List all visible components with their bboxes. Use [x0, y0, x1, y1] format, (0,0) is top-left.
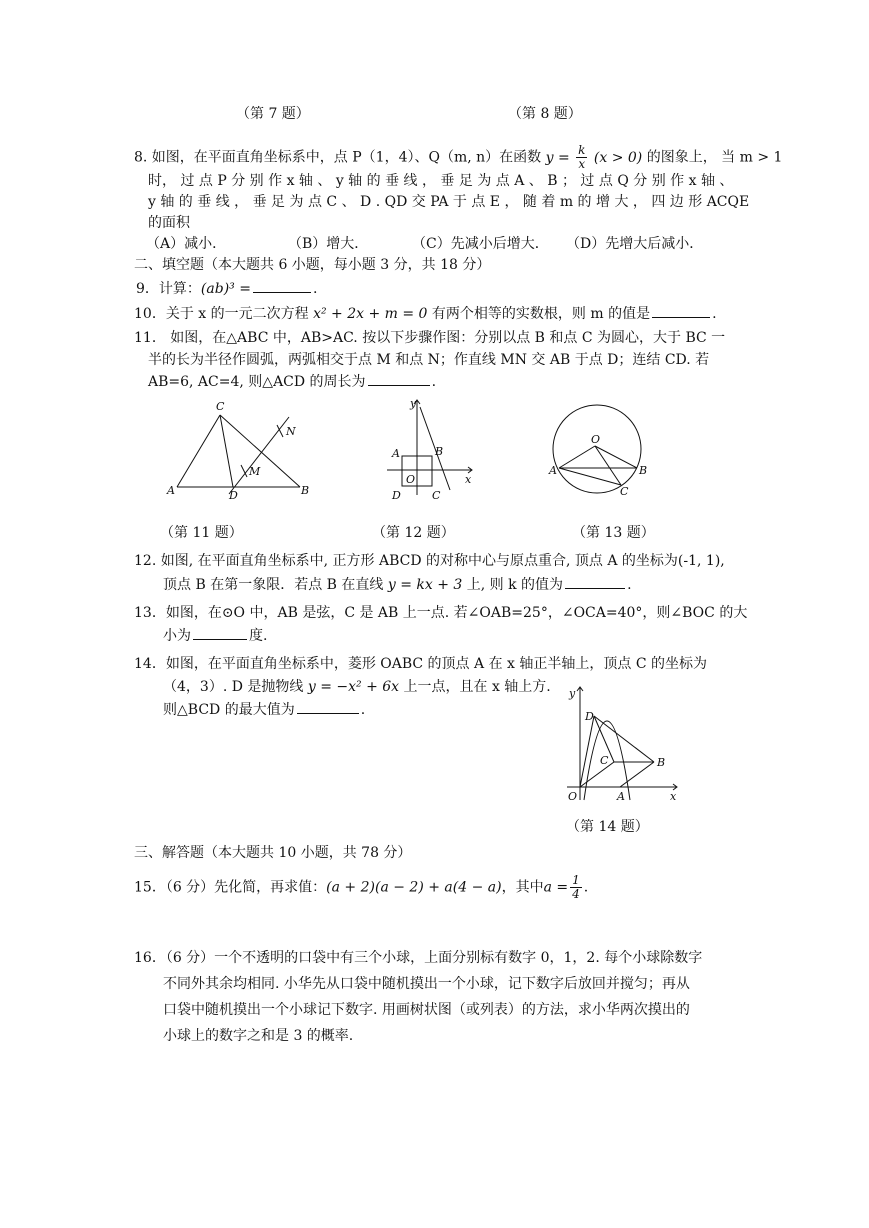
fig14-label-a: A — [617, 790, 625, 803]
q8-func-suffix: (x > 0) — [593, 149, 643, 166]
q8-line1-text-a: 8. 如图，在平面直角坐标系中，点 P（1，4）、Q（m, n）在函数 — [134, 149, 542, 166]
caption-q14: （第 14 题） — [566, 819, 649, 835]
q11-line3-text: AB=6, AC=4, 则△ACD 的周长为 — [148, 374, 366, 390]
q11-line2: 半的长为半径作圆弧，两弧相交于点 M 和点 N；作直线 MN 交 AB 于点 D；连结 CD. 若 — [148, 352, 710, 368]
q8-option-d: （D）先增大后减小． — [566, 236, 704, 252]
q8-frac-num: k — [578, 143, 586, 157]
q15-expression: (a + 2)(a − 2) + a(4 − a) — [326, 879, 502, 896]
q14-line2-text-b: 上一点，且在 x 轴上方. — [403, 679, 551, 695]
fig12-label-y: y — [410, 397, 417, 410]
caption-q7: （第 7 题） — [236, 106, 310, 122]
q15-frac-den: 4 — [572, 887, 580, 901]
fig13-label-b: B — [639, 464, 648, 477]
fig11-label-a: A — [167, 484, 175, 497]
caption-q8: （第 8 题） — [508, 106, 582, 122]
fig11-label-b: B — [301, 484, 310, 497]
q10 — [134, 304, 717, 324]
section-2-heading: 二、填空题（本大题共 6 小题，每小题 3 分，共 18 分） — [134, 257, 491, 273]
fig14-label-y: y — [569, 687, 576, 700]
q9-prefix: 9．计算： — [136, 281, 201, 297]
q8-fraction — [576, 144, 587, 171]
q12-suffix: . — [627, 577, 632, 593]
fig14-label-c: C — [600, 754, 609, 767]
q16-line4: 小球上的数字之和是 3 的概率. — [163, 1028, 354, 1044]
q13-line2-text-b: 度. — [249, 628, 268, 644]
q12-line2 — [163, 575, 632, 595]
fig12-label-a: A — [392, 447, 400, 460]
q8-function — [545, 143, 647, 171]
q9-expr: (ab)³ = — [200, 281, 251, 297]
q8-line1-text-b: 的图象上， 当 m > 1 — [646, 149, 783, 166]
fig12-label-d: D — [392, 489, 401, 502]
fig11-label-c: C — [216, 400, 225, 413]
q8-line1 — [134, 144, 782, 171]
fig13-label-a: A — [549, 464, 557, 477]
section-3-heading: 三、解答题（本大题共 10 小题，共 78 分） — [134, 845, 412, 861]
q14-line3-text: 则△BCD 的最大值为 — [163, 702, 295, 718]
q12-equation: y = kx + 3 — [387, 577, 463, 593]
q14-equation: y = −x² + 6x — [307, 679, 400, 695]
q12-answer-blank[interactable] — [565, 575, 625, 589]
q12-line1: 12. 如图, 在平面直角坐标系中, 正方形 ABCD 的对称中心与原点重合, 顶点 A 的坐标为(-1, 1), — [134, 553, 725, 569]
q8-frac-den: x — [578, 157, 586, 171]
q10-answer-blank[interactable] — [652, 304, 710, 318]
q15-var: a = — [543, 879, 569, 896]
q11-answer-blank[interactable] — [368, 372, 430, 386]
fig14-label-d: D — [585, 710, 594, 723]
fig11-label-d: D — [229, 489, 238, 502]
q13-answer-blank[interactable] — [193, 626, 247, 640]
fig12-label-b: B — [435, 445, 444, 458]
figure-q11 — [165, 395, 310, 505]
q15 — [134, 874, 588, 901]
q15-prefix: 15．（6 分）先化简，再求值： — [134, 879, 327, 896]
fig13-label-c: C — [620, 485, 629, 498]
q14-line1: 14．如图，在平面直角坐标系中，菱形 OABC 的顶点 A 在 x 轴正半轴上，顶点 C 的坐标为 — [134, 656, 707, 672]
q12-line2-text-a: 顶点 B 在第一象限．若点 B 在直线 — [163, 577, 384, 593]
fig12-label-o: O — [406, 473, 416, 486]
q13-line2-text-a: 小为 — [163, 628, 191, 644]
q10-suffix: . — [712, 306, 717, 322]
q11-line1: 11． 如图，在△ABC 中，AB>AC. 按以下步骤作图：分别以点 B 和点 C 为圆心，大于 BC 一 — [134, 330, 726, 346]
caption-q13: （第 13 题） — [572, 525, 655, 541]
q15-mid: ，其中 — [501, 879, 544, 896]
q8-line4: 的面积 — [148, 215, 190, 231]
q8-option-b: （B）增大． — [288, 236, 369, 252]
q10-mid: 有两个相等的实数根，则 m 的值是 — [431, 306, 651, 322]
fig11-label-m: M — [249, 465, 261, 478]
q14-line2-text-a: （4，3）. D 是抛物线 — [163, 679, 304, 695]
q14-answer-blank[interactable] — [297, 700, 359, 714]
q9 — [136, 279, 317, 299]
fig11-label-n: N — [286, 425, 296, 438]
q12-line2-text-b: 上, 则 k 的值为 — [466, 577, 564, 593]
q13-line1: 13．如图，在⊙O 中，AB 是弦，C 是 AB 上一点. 若∠OAB=25°，∠OCA=40°，则∠BOC 的大 — [134, 605, 748, 621]
q9-answer-blank[interactable] — [253, 279, 311, 293]
q15-frac-num: 1 — [572, 873, 580, 887]
q14-line3 — [163, 700, 365, 720]
q10-prefix: 10．关于 x 的一元二次方程 — [134, 306, 309, 322]
q8-option-c: （C）先减小后增大． — [412, 236, 549, 252]
q14-line2 — [163, 677, 551, 697]
q8-option-a: （A）减小． — [146, 236, 227, 252]
q16-line3: 口袋中随机摸出一个小球记下数字. 用画树状图（或列表）的方法，求小华两次摸出的 — [163, 1002, 690, 1018]
fig14-label-o: O — [568, 790, 578, 803]
q15-fraction — [570, 874, 582, 901]
figure-q12 — [382, 395, 482, 505]
q11-line3 — [148, 372, 436, 392]
caption-q11: （第 11 题） — [160, 525, 243, 541]
q10-equation: x² + 2x + m = 0 — [313, 306, 428, 322]
figure-q14 — [562, 682, 687, 807]
q15-suffix: . — [583, 879, 589, 896]
q8-line3: y 轴 的 垂 线 ， 垂 足 为 点 C 、 D . QD 交 PA 于 点 E ， 随 着 m 的 增 大 ， 四 边 形 ACQE — [148, 194, 750, 210]
q8-line2: 时， 过 点 P 分 别 作 x 轴 、 y 轴 的 垂 线 ， 垂 足 为 点 A 、 B ； 过 点 Q 分 别 作 x 轴 、 — [148, 173, 734, 189]
figure-q13 — [545, 398, 655, 503]
q8-func-prefix: y = — [545, 149, 570, 166]
q16-line2: 不同外其余均相同. 小华先从口袋中随机摸出一个小球，记下数字后放回并搅匀；再从 — [163, 976, 690, 992]
fig14-label-x: x — [670, 790, 677, 803]
fig12-label-c: C — [432, 489, 441, 502]
fig12-label-x: x — [465, 473, 472, 486]
q16-line1: 16．（6 分）一个不透明的口袋中有三个小球，上面分别标有数字 0，1，2. 每个小球除数字 — [134, 950, 703, 966]
caption-q12: （第 12 题） — [372, 525, 455, 541]
q13-line2 — [163, 626, 267, 646]
q14-suffix: . — [360, 702, 366, 718]
fig14-label-b: B — [657, 756, 666, 769]
q9-suffix: . — [312, 281, 318, 297]
q11-suffix: . — [431, 374, 437, 390]
fig13-label-o: O — [591, 433, 601, 446]
